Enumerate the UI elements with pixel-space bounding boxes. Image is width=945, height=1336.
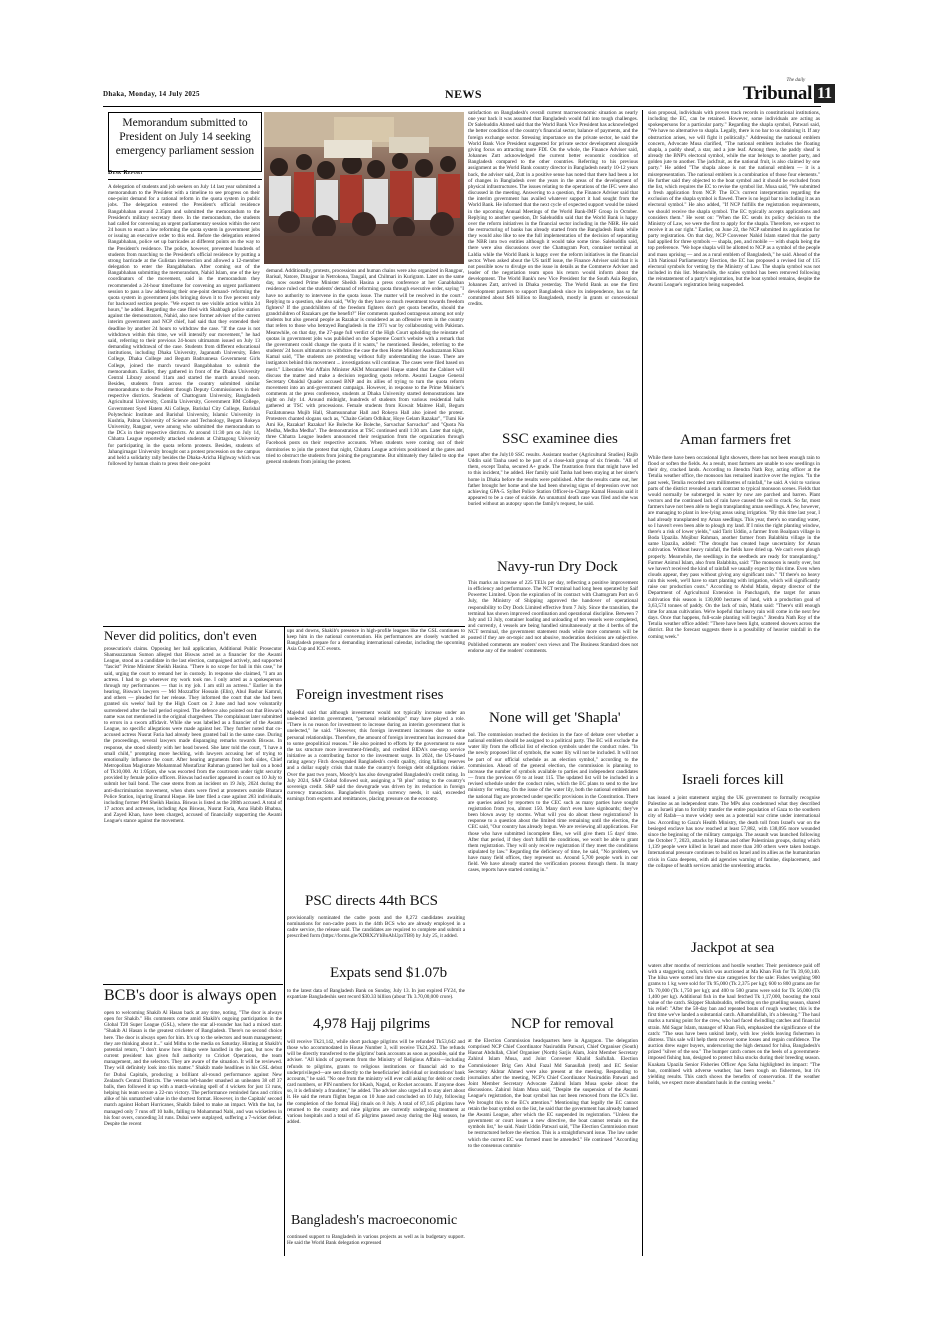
lead-headline: Memorandum submitted to President on July 14 seeking emergency parliament session <box>115 117 255 157</box>
headline-ssc: SSC examinee dies <box>502 431 618 447</box>
headline-israeli: Israeli forces kill <box>682 772 784 788</box>
headline-shapla: None will get 'Shapla' <box>489 710 621 726</box>
body-shapla: bol. The commission reached the decision in the face of debate over whether a national emblem should be assigned to a political party. The EC will exclude the water lily from the official list of election symbols under the conduct rules. "In the newly proposed list of symbols, the water lily will not be included. It will not be part of our official schedule as an election symbol," according to the commission. Ahead of the general election, the commission is planning to increase the number of symbols available to parties and independent candidates — from the previous 69 to at least 115. The updated list will be included in a revised schedule under the conduct rules, which the EC plans to send to the law ministry for vetting. On the issue of the water lily, both the national emblem and the national flag are protected under specific provisions in the Constitution. There are queries asked by reporters to the CEC such as many parties have sought registration from you, almost 150. Many don't even have signboards; they've been blown away by storms. What will you do about these registrations? In response to a question about the limited time remaining until the election, the CEC said, "Our country has already begun. We are reviewing all applications. For those who have submitted incomplete files, we will give them 15 days' time. After that period, if they don't fulfill the conditions, we won't be able to grant them registration. They will only receive registration if they meet the conditions stipulated by law." Regarding the deficiency of time, he said, "No problem, we have many field offices, they represent us. Around 5,700 people work in our field. We have already started the verification process through them. In many cases, reports have started coming in." <box>468 732 638 874</box>
lead-body-col1: A delegation of students and job seekers on July 14 last year submitted a memorandum to the President with a timeline to see progress on their one-point demand for a rational reform in the quota system in public jobs. The delegation entered the President's official residence Bangabhaban around 2.35pm and submitted the memorandum to the President's military secretary there. In the memorandum, the students had called for convening an urgent parliamentary session within the next 24 hours to enact a law reforming the quota system in government jobs or issuing an executive order to this end. Before the delegation entered Bangabhaban, police set up barricades at different points on the way to the President's residence. The police, however, prevented hundreds of students from marching to the President's official residence by putting a strong barricade at the Gulistan intersection and allowed a 12-member delegation to enter the Bangabhaban. After coming out of the Bangabhaban submitting the memorandum, Nahid Islam, one of the key coordinators of the movement, said in the memorandum they recommended a 24-hour timeframe for convening an urgent parliament session to pass a law addressing their one-point demand- reforming the quota system in government jobs bringing down it to five percent only for backward section people. "We expect to see visible action within 24 hours," he added. Regarding the case filed with Shahbagh police station against the demonstrators, Nahid, also now former adviser of the current interim government and NCP chief, had said that they extended their deadline by another 24 hours to withdraw the case. "If the case is not withdrawn within this time, we will intensify our movement," he had said, referring to their previous 24-hours ultimatum issued on July 13 demanding withdrawal of the case. Students from different educational institutions, including Dhaka University, Jagannath University, Eden College, Dhaka College and Begum Badrunnesa Government Girls College, joined the march toward Bangabhaban to submit the memorandum. Earlier, they gathered in front of the Dhaka University Central Library around 11am and started the march around noon. Besides, students from across the country submitted similar memorandums to the President through Deputy Commissioners in their respective districts. Students of Chattogram University, Bangladesh Agricultural University, Comilla University, Government BM College, Government Syed Hatem Ali College, Barishal City College, Barishal Polytechnic Institute and Barishal University, Islamic University in Kushtia, Pabna University of Science and Technology, Begum Rokeya University, Rangpur, were among who submitted the memorandum to the DCs in their respective districts. At around 11:30 pm on July 14, Chhatra League reportedly attacked students at Chittagong University for participating in the quota reform protests. Besides, students of Jahangirnagar University brought out a protest procession on the campus and held a solidarity rally besides the Dhaka-Aricha Highway which was followed by human chain to press their one-point <box>108 184 260 468</box>
rule-col1 <box>103 984 283 985</box>
headline-bcb-door: BCB's door is always open <box>104 987 277 1004</box>
body-psc: provisionally nominated the cadre posts and the 8,272 candidates awaiting nominations for non-cadre posts in the 44th BCS who are already employed in a cadre service, the release said. The candidates are required to complete and submit a prescribed form (https://forms.gle/XDRX2YbBoAhUpxTB8) by July 25, it added. <box>287 915 465 940</box>
body-macroeconomic-cont: satisfaction on Bangladesh's overall current macroeconomic situation as nearly one year back it was assumed that Bangladesh would fall into tough challenges. Dr Salehuddin Ahmed said that the World Bank Vice President has acknowledged the better condition of the country's financial sector, balance of payments, and the foreign exchange sector. Stressing importance on the private sector, he said the World Bank Vice President suggested for private sector development alongside giving focus on attracting more FDI. On the whole, the Finance Adviser said, Johannes Zutt acknowledged the current better economic condition of Bangladesh compared to the other countries. Referring to his previous assignment as the World Bank country director in Bangladesh nearly 10-12 years back, the adviser said, Zutt in a positive sense has noted that there had been a lot of changes in Bangladesh over the years in the areas of the development of physical infrastructures. The issues relating to the operations of the IFC were also discussed in the meeting. Answering to a question, the Finance Adviser said that the interim government has availed whatever support it had sought from the World Bank. He informed that the next cycle of expected support would be raised in the upcoming Annual Meetings of the World Bank-IMF Group in October. Replying to another question, Dr Salehuddin said that the World Bank is happy over the reform initiatives in the financial sector including in the NBR. He said the restructuring of banks has already started from the Bangladesh Bank while they would also like to see the full implementation of the decision of separating the NBR into two entities although it would take some time. Salehuddin said, there were also discussions over the Chattogram Port, container terminal at Laldia while the World Bank is happy over the reform initiatives in the financial sector. When asked about the US tariff issue, the Finance Adviser said that it is not possible now to divulge on the issue in details as the Commerce Adviser and leader of the negotiation team upon his return would inform about the development. The World Bank's new Vice President for the South Asia Region, Johannes Zutt, arrived in Dhaka yesterday. The World Bank as one the first development partners to support Bangladesh since its independence, has so far committed about $46 billion to Bangladesh, mostly in grants or concessional credits. <box>468 110 638 307</box>
body-hajj: will receive Tk21,142, while short package pilgrims will be refunded Tk53,642 and those who accommodated in House Number 3, will receive Tk24,262. The refunds will be directly transferred to the pilgrims' bank accounts as soon as possible, said the adviser. "All kinds of payments from the Ministry of Religious Affairs—including refunds to pilgrims, grants to religious institutions or financial aid to the underprivileged—are sent directly to the beneficiaries' individual or institutions' bank accounts," he said. "No one from the ministry will ever call asking for debit or credit card numbers, or PIN numbers for bKash, Nagad, or Rocket accounts. If anyone does so, it is definitely a fraudster," he added. The adviser also urged all to stay alert about it. He said the return flights began on 10 June and concluded on 10 July, following the completion of the formal Hajj rituals on 8 July. A total of 87,145 pilgrims have returned to the country and nine pilgrims are currently undergoing treatment at various hospitals and a total of 45 pilgrims passed away during the Hajj season, he added. <box>287 1039 465 1126</box>
masthead-tagline: The daily <box>786 78 806 83</box>
body-jackpot: waters after months of restrictions and hostile weather. Their persistence paid off with a staggering catch, which was auctioned at Ma Khan Fish for Tk 39,60,140. The hilsa were sorted into three size categories for the sale: Fishes weighing 900 grams to 1 kg were sold for Tk 95,000 (Tk 2,375 per kg); 600 to 800 grams are for Tk 70,000 (Tk 1,750 per kg); and 400 to 500 grams were sold for Tk 56,000 (Tk 1,400 per kg). Additional fish in the haul fetched Tk 1,17,000, boosting the total value of the catch. Skipper Shahabuddin, reflecting on the gruelling season, shared his relief: "After the 58-day ban and repeated bouts of rough weather, this is the first time we've landed a substantial catch. Alhamdulillah, it's a blessing." The haul marks a turning point for the crew, who had faced dwindling catches and financial strain. Md Sagar Islam, manager of Khan Fish, emphasized the significance of the catch: "The seas have been unkind lately, with low yields leaving fishermen in distress. This sale will help them recover some losses and regain confidence. The auction drew eager buyers, underscoring the high demand for hilsa, Bangladesh's prized "silver of the sea." The bumper catch comes on the heels of a government-imposed fishing ban, designed to protect hilsa stocks during their breeding season. Kuakata Upazila Senior Fisheries Officer Apu Saha highlighted its impact: "The ban, combined with adverse weather, has been tough on fishermen, but it's yielding results. This catch shows the benefits of conservation. If the weather holds, we expect more abundant hauls in the coming weeks." <box>648 963 820 1086</box>
headline-psc: PSC directs 44th BCS <box>305 893 438 909</box>
body-bcb-door: open to welcoming Shakib Al Hasan back at any time, noting, "The door is always open for Shakib." His comments come amid Shakib's ongoing participation in the Global T20 Super League (GSL), where the star all-rounder has had a mixed start. "Shakib Al Hasan is the greatest cricketer of Bangladesh. There's no second choice here. The door is always open for him. It's up to the selectors and team management; they are thinking about it..." said Mithu to the media on Saturday. Hinting at Shakib's potential return, "I don't know how things were handled in the past, but now the current president has given full authority to Cricket Operations, the team management, and the selectors. They are aware of the situation. It will be reviewed. They will definitely look into this matter." Shakib made headlines in his GSL debut for Dubai Capitals, producing a brilliant all-round performance against New Zealand's Central Districts. The veteran left-hander smashed an unbeaten 38 off 37 balls, then followed it up with a match-winning spell of 4 wickets for just 13 runs, helping his team secure a 22-run victory. The performance reminded fans and critics alike of his unmatched value in the shortest format. However, in the Capitals' second match against Hobart Hurricanes, Shakib failed to make an impact. With the bat, he managed only 7 runs off 10 balls, falling to Mohammad Nabi, and was wicketless in his four overs, conceding 34 runs. Dubai were outplayed, suffering a 7-wicket defeat. Despite the recent <box>104 1010 282 1127</box>
body-navy: This marks an increase of 225 TEUs per day, reflecting a positive improvement in efficiency and performance. The NCT terminal had long been operated by Saif Powertec Limited. Upon the expiration of its contract with Chattogram Port on 6 July, the Ministry of Shipping approved the handover of operational responsibility to Dry Dock Limited effective from 7 July. Since the transition, the terminal has shown improved coordination and operational discipline. Between 7 July and 13 July, container loading and unloading of ten vessels were completed, and currently, 4 vessels are being handled simultaneously at the 4 berths of the NCT terminal, the government statement reads while more comments will be posted if they are on-topic and not abusive, moderation decisions are subjective. Published comments are readers' own views and The Business Standard does not endorse any of the readers' comments. <box>468 580 638 654</box>
headline-aman: Aman farmers fret <box>680 432 791 448</box>
body-expats: to the latest data of Bangladesh Bank on Sunday, July 13. In just expired FY24, the expatriate Bangladeshis sent record $30.33 billion (about Tk 3.70,00,000 crore). <box>287 988 465 1001</box>
lead-body-col2: demand. Additionally, protests, processions and human chains were also organized in Rangpur, Barisal, Natore, Dinajpur in Netrokona, Tangail, and Chilmari in Kurigram. Later on the same day, now ousted Prime Minister Sheikh Hasina a press conference at her Ganabhaban residence ruled out the students' demand of reforming quota through executive order, saying "I have no authority to intervene in the quota issue. The matter will be resolved in the court." Replying to a question, she also said, "Why do they have so much resentment towards freedom fighters? If the grandchildren of the freedom fighters don't get quota benefits, should the grandchildren of Razakars get the benefit?" Her comments sparked outrageous among not only students but also general people as Razakar is considered as an offensive term in the country that refers to those who betrayed Bangladesh in the 1971 war by collaborating with Pakistan. Meanwhile, on that day, the 27-page full verdict of the High Court upholding the reinstate of quotas in government jobs was published on the Supreme Court's website with a remark that the government could change the quota if it wants," he mentioned. Besides, referring to the students' 24 hours ultimatum to withdraw the case the then Home Minister Asaduzzaman Khan Kamal said, "The students are protesting without fully understanding the issue. There are instigators behind this movement ... investigations will continue. The cases were filed based on merit." Liberation War Affairs Minister AKM Mozammel Haque stated that the Cabinet will discuss the matter and make a decision regarding quota reform. Awami League General Secretary Obaidul Quader accused BNP and its allies of trying to turn the quota reform movement into an anti-government campaign. However, in response to the Prime Minister's comments at the press conference, students at Dhaka University started demonstrations late night on July 14. Around midnight, hundreds of students from various residential halls gathered at TSC with processions. Female students from Kuwait Maitree Hall, Begum Fazilatunnesa Mujib Hall, Shamsunnahar Hall and Rokeya Hall also joined the protest. Protesters chanted slogans such as, "Chaite Gelam Odhikar, Hoye Gelam Razakar", "Tumi Ke Ami Ke, Razakar! Razakar! Ke Boleche Ke Boleche, Sarvachar Sarvachar" and "Quota Na Medha, Medha Medha". The demonstration at TSC continued until 1:30 am. Later that night, three Chhatra League leaders announced their resignation from the organization through Facebook posts on their respective accounts. When students were coming out of their dormitories to join the protest that night, Chhatra League activists positioned at the gates and tried to obstruct the students from joining the programme. But ultimately they failed to stop the general students from joining the protest. <box>266 268 464 465</box>
col-divider-2 <box>642 110 643 1256</box>
header-rule <box>103 106 821 107</box>
headline-navy: Navy-run Dry Dock <box>497 559 618 575</box>
body-foreign-investment: Majedul said that although investment would not typically increase under an unelected interim government, "personal relationships" may have played a role. "There is no reason for investment to increase during an interim government that is unelected," he said. "However, this foreign investment increases due to some personal relationships. Therefore, the amount of foreign investment has increased due to some geopolitical reasons." He also pointed to efforts by the government to ease the tax structure more investment-friendly, and credited BIDA's one-stop service initiative as a contributing factor to the investment surge. In 2024, the US-based rating agency Fitch downgraded Bangladesh's credit quality, citing falling reserves and a dollar supply crisis that made the country's foreign debt obligations riskier. Over the past two years, Moody's has also downgraded Bangladesh's credit rating. In July 2024, S&P Global followed suit, assigning a "B plus" rating to the country's sovereign credit. S&P said the downgrade was driven by its reduction in foreign currency transactions. Bangladesh's foreign currency needs, it said, exceeded earnings from exports and remittances, placing pressure on the economy. <box>287 710 465 803</box>
masthead-logo: Tribunal <box>743 83 813 104</box>
byline-rule <box>108 179 262 180</box>
body-ncp-removal: at the Election Commission headquarters here in Agargaon. The delegation comprised NCP Chief Coordinator Nasiruddin Patwari, Chief Organiser (South) Hasnat Abdullah, Chief Organiser (North) Sarjis Alam, Joint Member Secretary Zahirul Islam Musa, and Joint Convener Khalid Saifullah. Election Commissioner Brig Gen Abul Fazal Md Sanaullah (retd) and EC Senior Secretary Akhtar Ahmed were also present at the meeting. Responding to journalists after the meeting, NCP's Chief Coordinator Nasiruddin Patwari and Joint Member Secretary Advocate Zahirul Islam Musa spoke about the discussions. Zahirul Islam Musa said, "Despite the suspension of the Awami League's registration, the boat symbol has not been removed from the EC's list. We brought this to the EC's attention." Mentioning that legally the EC cannot retain the boat symbol on the list, he said that the government has already banned the Awami League, after which the EC suspended its registration. "Unless the government or court issues a new directive, the boat cannot remain on the symbols list," he said. Nasir Uddin Patwari said, "The Election Commission must be restructured before the election. This is a straightforward issue. The law under which the current EC was formed must be amended." He continued "According to the consensus commis- <box>468 1038 638 1149</box>
headline-jackpot: Jackpot at sea <box>691 940 775 956</box>
headline-ncp-removal: NCP for removal <box>511 1016 614 1032</box>
byline: Desk Report <box>108 170 144 176</box>
body-never-did-politics: prosecution's claims. Opposing her bail application, Additional Public Prosecutor Shamsuzzaman Sumon alleged that Biswas acted as a financier for the Awami League, stood as a candidate in the last election, campaigned actively, and supported "fascist" Prime Minister Sheikh Hasina. "There is no scope for bail in this case," he said, urging the court to remand her in custody. In response she claimed, "I am an actress. I had to go wherever my work took me. I only acted as a spokesperson through my performances — that is my job. I am still an actress." Earlier in the hearing, Biswas's lawyers — Md Mozzaffor Hossain (Elin), Abul Bashar Kamrul, and others — pleaded for her release. They informed the court that she had been granted six weeks' bail by the High Court on 2 June and had now voluntarily surrendered after the bail period expired. The defence also pointed out that Biswas's name was not mentioned in the original chargesheet. The complainant later submitted to errors in a sworn affidavit. While she was labelled as a financier of the Awami League, no specific allegations were made against her. They further noted that co-accused actress Nusrat Faria had already been granted bail in the same case. During the proceedings, several lawyers made disparaging remarks towards Biswas. In response, she stood silently with her head bowed. She later told the court, "I have a small child," prompting more heckling, with lawyers accusing her of trying to emotionally influence the court. After hearing arguments from both sides, Chief Metropolitan Magistrate Mohammad Mostafizur Rahman granted her bail on a bond of Tk10,000. At 1:05pm, she was escorted from the courtroom under tight security provided by female police officers. Biswas had earlier appeared in court on 10 July to submit her bail bond. The case stems from an incident on 19 July, 2024 during the anti-discrimination movement, when shots were fired at protesters outside Bhatara Police Station, injuring Enamul Haque. He later filed a case against 283 individuals, including former PM Sheikh Hasina. Biswas is listed as the 208th accused. A total of 17 actors and actresses, including Apu Biswas, Nusrat Faria, Asna Habib Bhabna, and Zayed Khan, have been charged, accused of financially supporting the Awami League's stance against the movement. <box>104 646 282 825</box>
body-israeli: has issued a joint statement urging the UK government to formally recognise Palestine as an independent state. The MPs also condemned what they described as an Israeli plan to forcibly transfer the entire population of Gaza to the southern city of Rafah—a move widely seen as a potential war crime under international law. According to Gaza's Health Ministry, the death toll from Israel's war on the besieged enclave has now reached at least 57,882, with 138,095 more wounded since the beginning of the military campaign. The assault was launched following the October 7, 2023, attacks by Hamas and other Palestinian groups, during which 1,139 people were killed in Israel and more than 200 others were taken hostage. International pressure continues to build on Israel and its allies as the humanitarian crisis in Gaza deepens, with aid agencies warning of famine, displacement, and the collapse of health services amid the unrelenting attacks. <box>648 795 820 869</box>
section-title: NEWS <box>445 87 482 101</box>
page-number: 11 <box>814 84 835 103</box>
col-divider-1 <box>284 626 285 1256</box>
body-ssc: upset after the July10 SSC results. Assistant teacher (Agricultural Studies) Rajib Uddin said Tanha used to be part of a close-knit group of six friends. "All of them, except Tanha, secured A+ grade. The frustration from that might have led to this incident," he added. Her family said Tanha had been staying at her sister's home in Dhaka before the results were published. After the results came out, her father brought her home and she had been showing signs of depression over not achieving GPA-5. Sylhet Police Station Officer-in-Charge Kamal Hossain said it appeared to be a case of suicide. An unnatural death case was filed and she was buried without an autopsy upon the family's request, he said. <box>468 452 638 508</box>
headline-macroeconomic: Bangladesh's macroeconomic <box>291 1213 458 1228</box>
headline-never-did-politics: Never did politics, don't even <box>104 628 257 643</box>
body-aman: While there have been occasional light showers, there has not been enough rain to flood or soften the fields. As a result, most farmers are unable to sow seedlings in their dry, cracked lands. According to Jitendra Nath Roy, acting officer at the Tetulia weather office, the monsoon has remained inactive over the region. "In the past week, Tetulia recorded zero millimetres of rainfall," he said. A visit to various parts of the district revealed a stark contrast to typical monsoon scenes. Fields that would normally be submerged in water by now are parched and barren. Plant vectors and the continued lack of rain have caused the soil to crack. So far, most farmers have not been able to begin transplanting aman seedlings. A few, however, are managing to plant in low-lying areas using irrigation. "By this time last year, I had already transplanted my Aman seedlings. This year, there's no standing water, so I haven't even been able to plough my land. If I miss the right planting window, there's a risk of lower yields," said Tarit Uddin, a farmer from Boalpara village in Boda Upazila. Mojibur Rahman, another farmer from Balabhita village in the same Upazila, added: "The drought has created huge uncertainty for Aman cultivation. Without heavy rainfall, the fields have dried up. We can't even plough properly. Meanwhile, the seedlings in the seedbeds are ready for transplanting." Farmer Animul Islam, also from Balabhita, said: "The monsoon is nearly over, but we haven't received the kind of rainfall we usually expect by this time. Even when clouds appear, they pass without giving any significant rain." "If there's no heavy rain this week, we'll have to start planting with irrigation, which will significantly raise our production costs." According to Abdul Matin, deputy director of the Department of Agricultural Extension in Panchagarh, the target for aman cultivation this season is 130,000 hectares of land, with a production goal of 3,63,574 tonnes of paddy. On the lack of rain, Matin said: "There's still enough time for aman cultivation. We're hopeful that heavy rain will come in the next few days. Once that happens, full-scale planting will begin." Jitendra Nath Roy of the Tetulia weather office added: "There have been light, scattered showers across the district. But the forecast suggests there is a possibility of heavier rainfall in the coming week." <box>648 455 820 640</box>
body-macroeconomic: continued support to Bangladesh in various projects as well as in budgetary support. He said the World Bank delegation expressed <box>287 1234 465 1247</box>
headline-foreign-investment: Foreign investment rises <box>296 687 444 703</box>
protest-photo <box>264 112 464 264</box>
page-header <box>103 78 833 106</box>
body-ncp-cont: sion proposal, individuals with proven track records in constitutional institutions, including the EC, can be retained. However, some individuals are acting as spokespersons for a particular party." Regarding the shapla symbol, Patwari said, "We have no alternative to shapla. Legally, there is no bar to us obtaining it. If any obstruction arises, we will fight it politically." Addressing the national emblem concern, Advocate Musa clarified, "The national emblem includes the floating shapla, a paddy sheaf, a star, and a jute leaf. Among these, the paddy sheaf is already the BNP's electoral symbol, while the star belongs to another party, and golden jute to another. The jackfruit, as the national fruit, is also claimed by one party." He added "The shapla alone is not the national emblem — it is a misrepresentation. The national emblem is a combination of those four elements." He further said they objected to the boat symbol and it should be excluded from the list, which requires the EC to revise the symbol list. Musa said, "We submitted a fresh application from NCP. The EC's current interpretation regarding the exclusion of the shapla symbol is flawed. There is no legal bar to including it as an electoral symbol." He also added, "If NCP fulfills the registration requirements, we should receive the shapla symbol. The EC typically accepts applications and considers them." He went on: "When the EC sends its policy decision to the Ministry of Law, we were the first to apply for the shapla. Therefore, we expect to receive it as our right." Earlier, on June 22, the NCP submitted its application for party registration. On that day, NCP Convener Nahid Islam stated that the party had applied for three symbols — shapla, pen, and mobile — with shapla being the top preference. "We hope shapla will be allotted to NCP as a symbol of the people and mass uprising — and as a rural emblem of Bangladesh," he said. Ahead of the 13th National Parliamentary Election, the EC has proposed a revised list of 115 electoral symbols for vetting by the Ministry of Law. The shapla symbol was not included in this list. Meanwhile, the scales symbol has been removed following the reinstatement of a party's registration, but the boat symbol remains, despite the Awami League's registration being suspended. <box>648 110 820 289</box>
dateline: Dhaka, Monday, 14 July 2025 <box>103 90 200 98</box>
lead-headline-box <box>108 112 262 172</box>
body-continuation-col2: ups and downs, Shakib's presence in high-profile leagues like the GSL continues to keep him in the national conversation. His performances are closely watched as Bangladesh prepare for a demanding international calendar, including the upcoming Asia Cup and ICC events. <box>287 628 465 653</box>
headline-expats: Expats send $1.07b <box>330 965 448 981</box>
headline-hajj: 4,978 Hajj pilgrims <box>313 1016 431 1032</box>
masthead <box>743 78 835 104</box>
